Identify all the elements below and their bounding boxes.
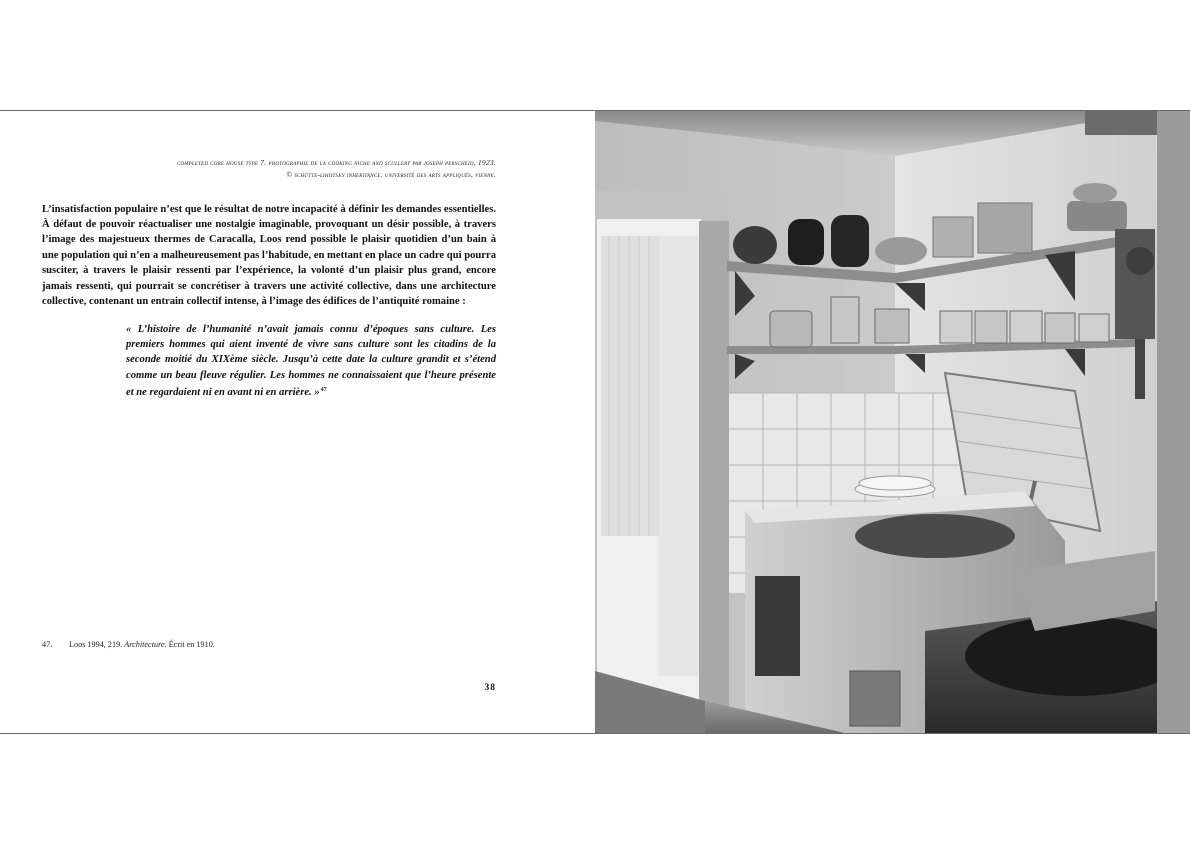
sink-drawer <box>850 671 900 726</box>
door-post-right <box>1157 111 1190 733</box>
upper-cabinet-edge <box>1085 111 1157 135</box>
sink-basin <box>855 514 1015 558</box>
body-paragraph: L’insatisfaction populaire n’est que le résultat de notre incapacité à définir les demandes essentielles. À défaut de pouvoir réactualiser une nostalgie imaginable, provoquant un désir possible, à travers l’image des majestueux thermes de Caracalla, Loos rend possible le plaisir quotidien d’un bain à une population qui n’en a malheureusement pas l’habitude, en mettant en place un cadre qui pourra susciter, à travers le plaisir ressenti par l’expérience, la volonté d’un plaisir plus grand, encore jamais ressenti, qui pourrait se concrétiser à travers une activité collective, dans une architecture collective, contenant un entrain collectif intense, à l’image des édifices de l’antiquité romaine : <box>42 203 496 308</box>
bottom-rule <box>0 733 1190 734</box>
block-quote <box>126 322 496 401</box>
page-number: 38 <box>484 683 496 693</box>
caption-line-2: © schütte-lihotsky inheritance. université des arts appliqués, vienne. <box>286 170 496 179</box>
footnote-rest: . Écrit en 1910. <box>164 640 215 649</box>
footnote-ref[interactable]: 47 <box>320 387 327 394</box>
caption-line-1: completed core house type 7. photographie de la cooking niche and scullery par joseph perscheid, 1923. <box>176 158 496 167</box>
door-leaf-shape <box>659 236 701 676</box>
sink-cabinet-opening <box>755 576 800 676</box>
bathtub-rim <box>965 616 1185 696</box>
photo-illustration <box>595 111 1190 733</box>
kitchen-scullery-photo <box>595 111 1190 733</box>
footnote-title: Architecture <box>124 640 165 649</box>
door-jamb-shape <box>699 221 729 733</box>
photo-caption <box>26 157 496 181</box>
curtain-shape <box>601 236 659 536</box>
left-page <box>0 111 594 733</box>
footnote-number: 47. <box>42 640 53 649</box>
quote-text: « L’histoire de l’humanité n’avait jamais connu d’époques sans culture. Les premiers hommes qui aient inventé de vivre sans culture sont les citadins de la seconde moitié du XIXème siècle. Jusqu’à cette date la culture grandit et s’étend comme un beau fleuve régulier. Les hommes ne connaissaient que l’heure présente et ne regardaient ni en avant ni en arrière. » <box>126 323 496 399</box>
footnote-source: Loos 1994, 219. <box>69 640 123 649</box>
footnote <box>42 640 215 649</box>
